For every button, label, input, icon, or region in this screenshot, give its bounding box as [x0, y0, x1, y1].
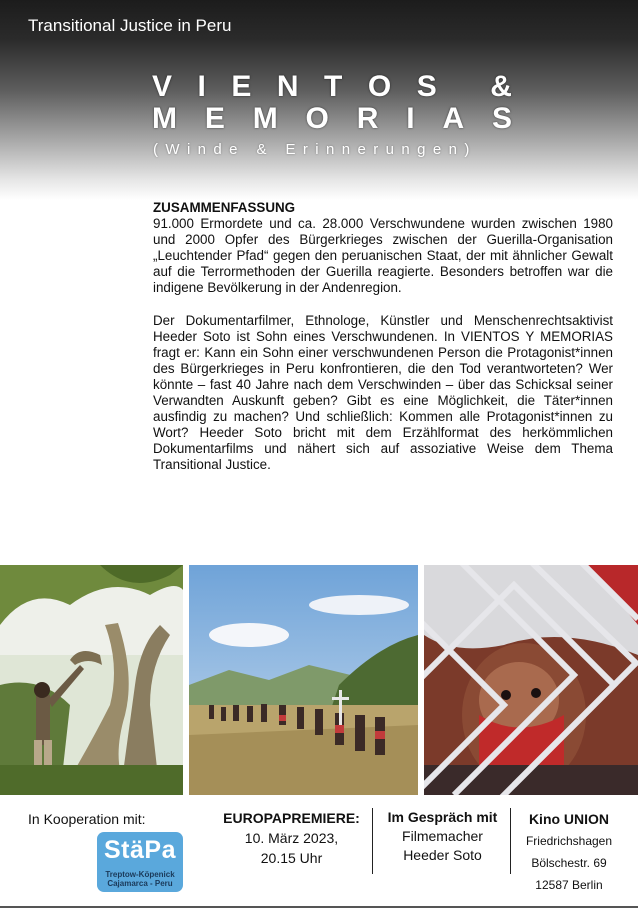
divider	[510, 808, 511, 874]
title-letter: S	[491, 102, 512, 135]
venue-city: 12587 Berlin	[535, 878, 603, 892]
title-letter: O	[305, 102, 329, 135]
talk-line-2: Heeder Soto	[403, 847, 482, 863]
premiere-date: 10. März 2023,	[244, 830, 339, 846]
photo-procession	[189, 565, 418, 795]
logo-line-2: Cajamarca - Peru	[107, 879, 173, 888]
film-title-line-2	[152, 102, 512, 136]
summary-paragraph-1: 91.000 Ermordete und ca. 28.000 Verschwundene wurden zwischen 1980 und 2000 Opfer des Bürgerkrieges zwischen der Guerilla-Organisation „Leuchtender Pfad“ gegen den peruanischen Staat, der mit ähnlicher Gewalt auf die Terrormethoden der Guerilla reagierte. Besonders betroffen war die indigene Bevölkerung in der Andenregion.	[153, 216, 613, 296]
talk-line-1: Filmemacher	[402, 828, 483, 844]
title-letter: V	[152, 70, 173, 103]
film-subtitle: (Winde & Erinnerungen)	[153, 141, 477, 158]
title-letter: A	[442, 102, 465, 135]
title-letter: N	[276, 70, 299, 103]
title-letter: I	[406, 102, 415, 135]
title-letter: E	[231, 70, 252, 103]
summary-section	[153, 200, 613, 474]
title-letter: M	[152, 102, 177, 135]
photo-child-behind-fence	[424, 565, 638, 795]
film-title-line-1	[152, 70, 512, 104]
summary-paragraph-2: Der Dokumentarfilmer, Ethnologe, Künstler und Menschenrechtsaktivist Heeder Soto ist Sohn eines Verschwundenen. In VIENTOS Y MEMORIAS fragt er: Kann ein Sohn einer verschwundenen Person die Protagonist*innen des Bürgerkrieges in Peru konfrontieren, die den Tod verantworteten? Wer könnte – fast 40 Jahre nach dem Verschwinden – über das Schicksal seiner Verwandten Auskunft geben? Gibt es eine Möglichkeit, die Täter*innen ausfindig zu machen? Und schließlich: Kommen alle Protagonist*innen zu Wort? Heeder Soto bricht mit dem Erzählformat des herkömmlichen Dokumentarfilms und nähert sich auf assoziative Weise dem Thema Transitional Justice.	[153, 312, 613, 473]
venue-info	[514, 808, 624, 896]
cooperation-label: In Kooperation mit:	[28, 811, 146, 827]
venue-street: Bölschestr. 69	[531, 856, 607, 870]
title-letter: T	[324, 70, 343, 103]
footer-info	[0, 800, 638, 908]
logo-name: StäPa	[104, 836, 176, 864]
photo-tree-climber	[0, 565, 183, 795]
summary-heading: ZUSAMMENFASSUNG	[153, 200, 296, 215]
venue-name: Kino UNION	[528, 811, 610, 827]
premiere-heading: EUROPAPREMIERE:	[223, 810, 360, 826]
title-letter: &	[490, 70, 512, 103]
series-label: Transitional Justice in Peru	[28, 16, 232, 35]
staepa-logo	[97, 832, 183, 892]
title-letter: S	[416, 70, 437, 103]
talk-info	[375, 808, 510, 865]
title-letter: R	[356, 102, 379, 135]
divider	[372, 808, 373, 874]
premiere-info	[213, 808, 370, 868]
title-letter: O	[367, 70, 392, 103]
title-letter: M	[252, 102, 278, 135]
logo-line-1: Treptow-Köpenick	[105, 870, 175, 879]
venue-district: Friedrichshagen	[525, 834, 613, 848]
talk-heading: Im Gespräch mit	[387, 809, 498, 825]
premiere-time: 20.15 Uhr	[260, 850, 323, 866]
title-letter: E	[204, 102, 225, 135]
title-letter: I	[197, 70, 206, 103]
